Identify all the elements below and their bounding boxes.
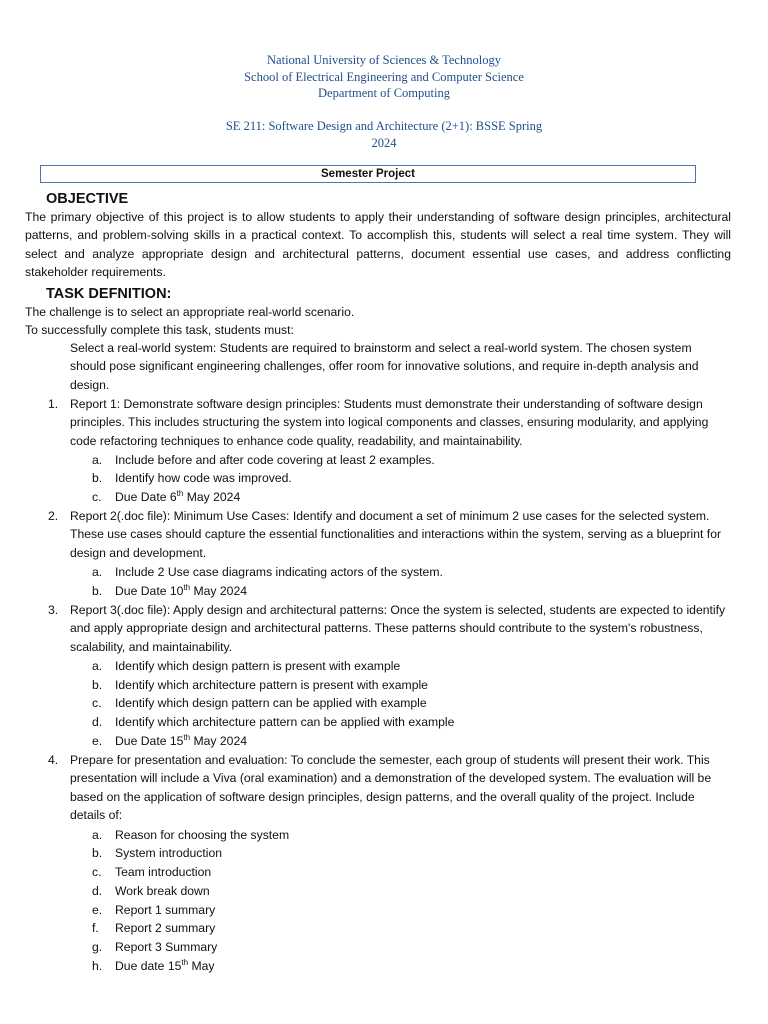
department-name: Department of Computing <box>318 86 450 100</box>
task-line-1: The challenge is to select an appropriate real-world scenario. <box>25 305 355 319</box>
item-2b-letter: b. <box>92 584 103 598</box>
document-title: Semester Project <box>40 165 696 183</box>
item-4c-text: Team introduction <box>115 865 212 879</box>
task-intro: Select a real-world system: Students are required to brainstorm and select a real-world system. The chosen system should pose significant engineering challenges, offer room for innovative solutions, and require in-depth analysis and design. <box>70 341 699 392</box>
item-3a-text: Identify which design pattern is present with example <box>115 659 401 673</box>
item-3b-letter: b. <box>92 678 103 692</box>
item-3e-letter: e. <box>92 734 103 748</box>
item-4e-letter: e. <box>92 903 103 917</box>
item-3d-text: Identify which architecture pattern can be applied with example <box>115 715 455 729</box>
course-year: 2024 <box>371 135 397 150</box>
task-heading: TASK DEFNITION: <box>46 286 172 302</box>
item-1-number: 1. <box>48 397 59 411</box>
item-4b-letter: b. <box>92 846 103 860</box>
item-4c-letter: c. <box>92 865 102 879</box>
document-header <box>0 52 768 102</box>
university-name: National University of Sciences & Technology <box>267 53 501 67</box>
item-3-number: 3. <box>48 603 59 617</box>
item-4b-text: System introduction <box>115 846 223 860</box>
course-header <box>0 118 768 151</box>
item-1a-text: Include before and after code covering at least 2 examples. <box>115 453 435 467</box>
item-2-text: Report 2(.doc file): Minimum Use Cases: Identify and document a set of minimum 2 use cases for the selected system. These use cases should capture the essential functionalities and interactions within the system, serving as a blueprint for design and development. <box>70 509 722 560</box>
item-4g-letter: g. <box>92 940 103 954</box>
item-3e-due-date: Due Date 15th May 2024 <box>115 732 248 748</box>
item-1a-letter: a. <box>92 453 103 467</box>
item-1-text: Report 1: Demonstrate software design principles: Students must demonstrate their understanding of software design principles. This includes structuring the system into logical components and classes, ensuring modularity, and applying code refactoring techniques to enhance code quality, readability, and maintainability. <box>70 397 709 448</box>
item-2a-text: Include 2 Use case diagrams indicating actors of the system. <box>115 565 443 579</box>
item-3d-letter: d. <box>92 715 103 729</box>
task-line-2: To successfully complete this task, students must: <box>25 323 294 337</box>
objective-heading: OBJECTIVE <box>46 191 129 207</box>
objective-text: The primary objective of this project is to allow students to apply their understanding of software design principles, architectural patterns, and problem-solving skills in a practical context. To accomplish this, students will select a real time system. They will select and analyze appropriate design and architectural patterns, document essential use cases, and address conflicting stakeholder requirements. <box>25 210 731 280</box>
item-4-number: 4. <box>48 753 59 767</box>
item-1b-text: Identify how code was improved. <box>115 471 292 485</box>
item-1c-letter: c. <box>92 490 102 504</box>
item-3-text: Report 3(.doc file): Apply design and architectural patterns: Once the system is selected, students are expected to identify and apply appropriate design and architectural patterns. These patterns should contribute to the system's robustness, scalability, and maintainability. <box>70 603 726 654</box>
item-4g-text: Report 3 Summary <box>115 940 218 954</box>
item-1b-letter: b. <box>92 471 103 485</box>
item-4e-text: Report 1 summary <box>115 903 216 917</box>
course-title: SE 211: Software Design and Architecture (2+1): BSSE Spring <box>225 119 543 133</box>
item-4a-letter: a. <box>92 828 103 842</box>
item-2b-due-date: Due Date 10th May 2024 <box>115 582 248 598</box>
item-3b-text: Identify which architecture pattern is present with example <box>115 678 428 692</box>
item-2a-letter: a. <box>92 565 103 579</box>
item-1c-due-date: Due Date 6th May 2024 <box>115 488 241 504</box>
item-4d-letter: d. <box>92 884 103 898</box>
item-4a-text: Reason for choosing the system <box>115 828 290 842</box>
item-3a-letter: a. <box>92 659 103 673</box>
item-2-number: 2. <box>48 509 59 523</box>
school-name: School of Electrical Engineering and Computer Science <box>244 69 524 84</box>
item-4d-text: Work break down <box>115 884 210 898</box>
item-4f-text: Report 2 summary <box>115 921 216 935</box>
item-3c-text: Identify which design pattern can be applied with example <box>115 696 427 710</box>
item-4f-letter: f. <box>92 921 99 935</box>
item-4h-due-date: Due date 15th May <box>115 957 215 973</box>
item-4h-letter: h. <box>92 959 103 973</box>
item-4-text: Prepare for presentation and evaluation: To conclude the semester, each group of students will present their work. This presentation will include a Viva (oral examination) and a demonstration of the developed system. The evaluation will be based on the application of software design principles, design patterns, and the overall quality of the project. Include details of: <box>70 753 712 823</box>
item-3c-letter: c. <box>92 696 102 710</box>
